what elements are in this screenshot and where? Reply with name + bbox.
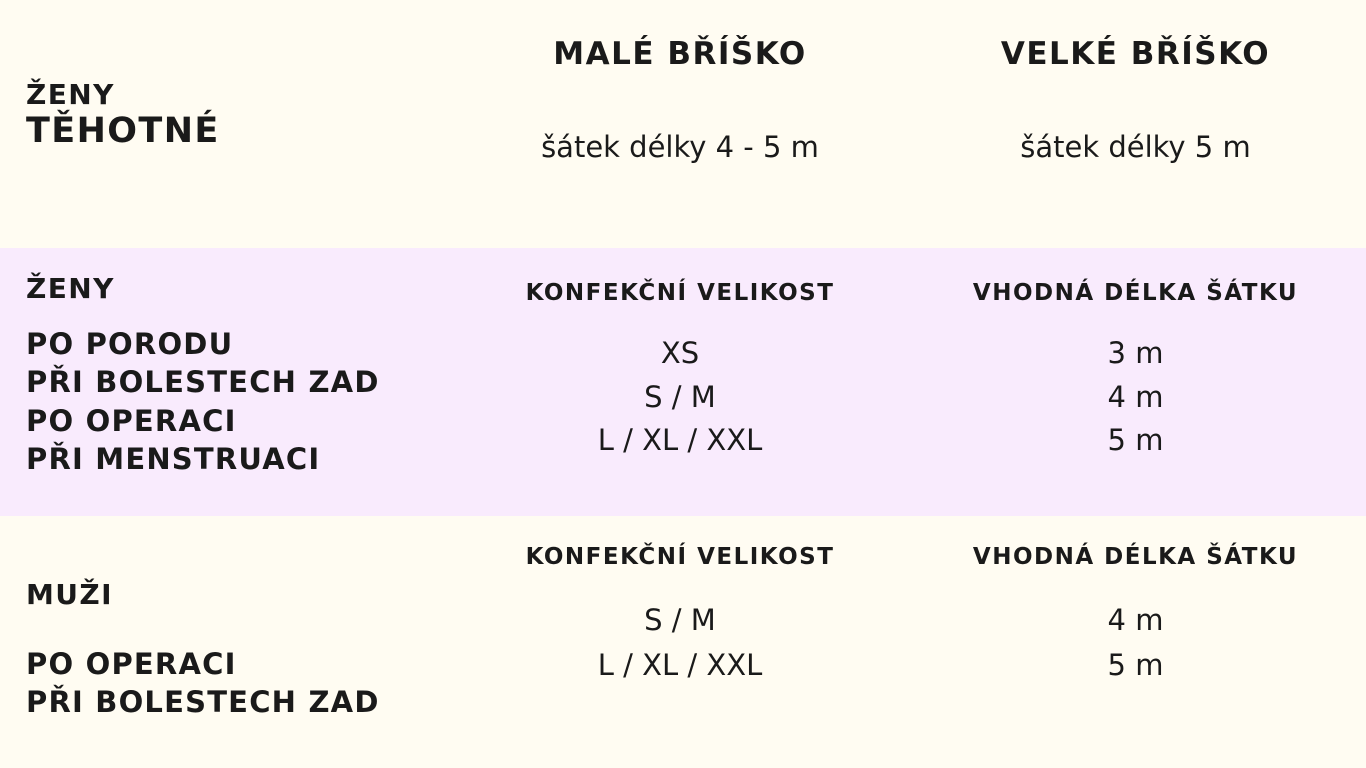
section-men (0, 516, 1366, 768)
category-item-menstruation: PŘI MENSTRUACI (26, 441, 321, 476)
column-confection-size-women (455, 248, 905, 516)
value-men-size-row-2: L / XL / XXL (597, 647, 763, 682)
column-header-small-belly: MALÉ BŘÍŠKO (553, 36, 807, 72)
category-label-pregnant: TĚHOTNÉ (26, 111, 220, 152)
category-item-men-back-pain: PŘI BOLESTECH ZAD (26, 685, 380, 720)
value-size-row-1: XS (660, 336, 700, 370)
value-big-belly-length: šátek délky 5 m (1020, 130, 1251, 164)
column-header-confection-size-men: KONFEKČNÍ VELIKOST (525, 544, 835, 570)
category-item-back-pain: PŘI BOLESTECH ZAD (26, 365, 380, 400)
value-men-length-row-2: 5 m (1107, 647, 1164, 682)
category-label-women: ŽENY (26, 78, 115, 111)
value-length-row-2: 4 m (1107, 379, 1164, 414)
value-size-row-2: S / M (644, 379, 716, 414)
section-pregnant-women (0, 0, 1366, 248)
section-postpartum-women (0, 248, 1366, 516)
column-header-big-belly: VELKÉ BŘÍŠKO (1000, 36, 1271, 72)
value-length-row-3: 5 m (1107, 423, 1164, 457)
category-cell-men (0, 516, 455, 768)
category-item-after-birth: PO PORODU (26, 327, 234, 362)
column-suitable-length-men (905, 516, 1366, 768)
category-cell-pregnant (0, 0, 455, 248)
category-label-men: MUŽI (26, 578, 113, 611)
category-cell-postpartum (0, 248, 455, 516)
column-suitable-length-women (905, 248, 1366, 516)
column-small-belly (455, 0, 905, 248)
category-item-men-after-surgery: PO OPERACI (26, 647, 237, 682)
column-header-suitable-length-women: VHODNÁ DÉLKA ŠÁTKU (972, 280, 1299, 306)
value-men-size-row-1: S / M (644, 603, 716, 637)
value-length-row-1: 3 m (1107, 336, 1164, 370)
column-big-belly (905, 0, 1366, 248)
category-label-women-2: ŽENY (26, 272, 115, 305)
column-header-confection-size-women: KONFEKČNÍ VELIKOST (525, 280, 835, 306)
category-item-after-surgery: PO OPERACI (26, 403, 237, 438)
value-size-row-3: L / XL / XXL (597, 423, 763, 457)
value-small-belly-length: šátek délky 4 - 5 m (541, 130, 819, 164)
column-header-suitable-length-men: VHODNÁ DÉLKA ŠÁTKU (972, 544, 1299, 570)
value-men-length-row-1: 4 m (1107, 603, 1164, 637)
column-confection-size-men (455, 516, 905, 768)
